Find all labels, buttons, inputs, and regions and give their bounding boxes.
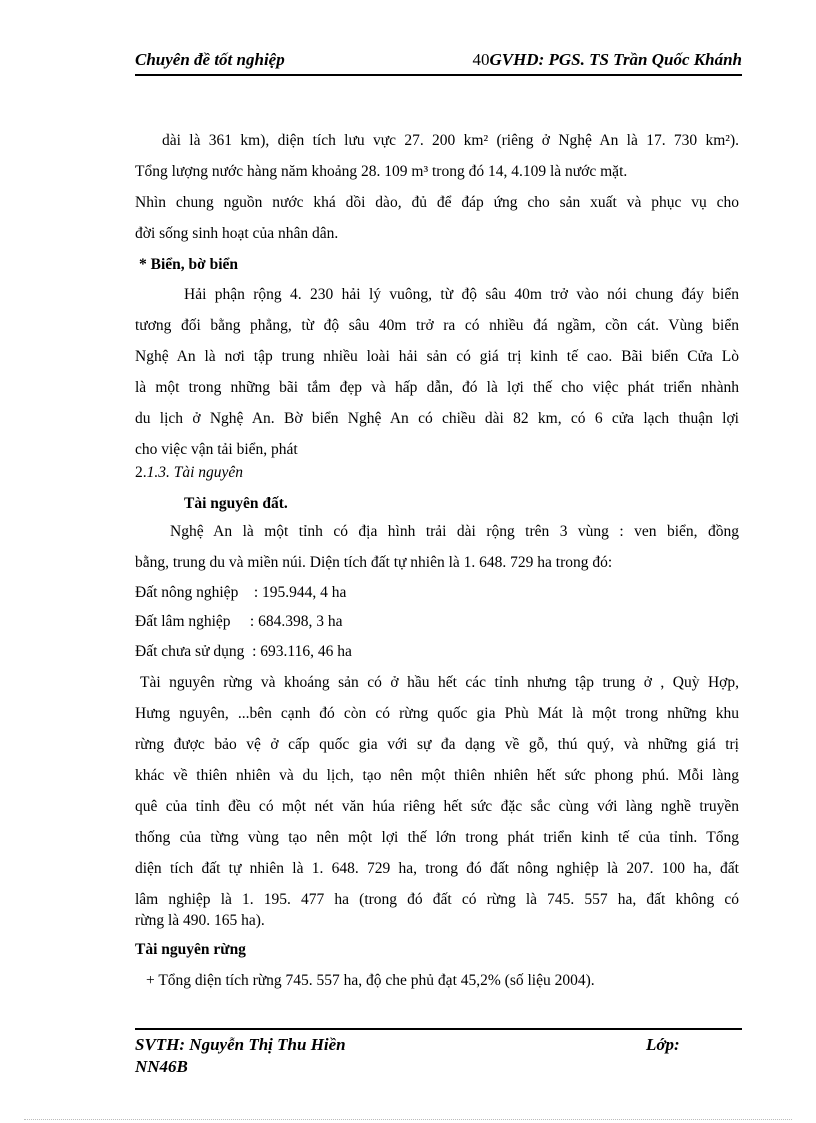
body-line: Tổng lượng nước hàng năm khoảng 28. 109 m³ trong đó 14, 4.109 là nước mặt. — [135, 163, 628, 180]
body-line: dài là 361 km), diện tích lưu vực 27. 200 km² (riêng ở Nghệ An là 17. 730 km²). — [162, 132, 739, 149]
body-line: Nghệ An là nơi tập trung nhiều loài hải sản có giá trị kinh tế cao. Bãi biển Cửa Lò — [135, 348, 739, 365]
page-footer — [135, 1034, 742, 1078]
body-line: + Tổng diện tích rừng 745. 557 ha, độ che phủ đạt 45,2% (số liệu 2004). — [146, 972, 595, 989]
section-number: 2. — [135, 464, 147, 481]
header-advisor — [472, 50, 742, 70]
land-stat-forestry: Đất lâm nghiệp : 684.398, 3 ha — [135, 613, 343, 630]
body-line: Hưng nguyên, ...bên cạnh đó còn có rừng quốc gia Phù Mát là một trong những khu — [135, 705, 739, 722]
body-line: Nhìn chung nguồn nước khá dồi dào, đủ để đáp ứng cho sản xuất và phục vụ cho — [135, 194, 739, 211]
footer-class: NN46B — [135, 1057, 188, 1076]
land-stat-unused: Đất chưa sử dụng : 693.116, 46 ha — [135, 643, 352, 660]
section-heading-tai-nguyen — [135, 463, 739, 483]
body-line: du lịch ở Nghệ An. Bờ biển Nghệ An có chiều dài 82 km, có 6 cửa lạch thuận lợi — [135, 410, 739, 427]
header-title: Chuyên đề tốt nghiệp — [135, 50, 285, 69]
body-line: tương đối bằng phẳng, từ độ sâu 40m trở ra có nhiều đá ngầm, cồn cát. Vùng biển — [135, 317, 739, 334]
body-line: bằng, trung du và miền núi. Diện tích đất tự nhiên là 1. 648. 729 ha trong đó: — [135, 554, 613, 571]
body-line: cho việc vận tải biển, phát — [135, 441, 298, 458]
subheading-tai-nguyen-dat: Tài nguyên đất. — [184, 495, 288, 512]
footer-divider — [135, 1028, 742, 1030]
body-line: rừng được bảo vệ ở cấp quốc gia với sự đa dạng về gỗ, thú quý, và những giá trị — [135, 736, 739, 753]
body-line: quê của tỉnh đều có một nét văn húa riêng hết sức đặc sắc cùng với làng nghề truyền — [135, 798, 739, 815]
body-line: thống của từng vùng tạo nên một lợi thế lớn trong phát triển kinh tế của tỉnh. Tổng — [135, 829, 739, 846]
section-title: 1.3. Tài nguyên — [146, 464, 244, 481]
body-line: rừng là 490. 165 ha). — [135, 912, 265, 929]
footer-student: SVTH: Nguyễn Thị Thu Hiền — [135, 1035, 346, 1054]
body-line: khác về thiên nhiên và du lịch, tạo nên một thiên nhiên hết sức phong phú. Mỗi làng — [135, 767, 739, 784]
page-bottom-edge — [24, 1119, 792, 1120]
body-line: là một trong những bãi tắm đẹp và hấp dẫn, đó là lợi thế cho việc phát triển nhành — [135, 379, 739, 396]
body-line: Hải phận rộng 4. 230 hải lý vuông, từ độ sâu 40m trở vào nói chung đáy biển — [184, 286, 739, 303]
land-stat-agriculture: Đất nông nghiệp : 195.944, 4 ha — [135, 584, 347, 601]
body-line: Tài nguyên rừng và khoáng sản có ở hầu hết các tỉnh nhưng tập trung ở , Quỳ Hợp, — [140, 674, 739, 691]
footer-class-label: Lớp: — [646, 1035, 680, 1054]
section-heading-bien: * Biển, bờ biển — [139, 256, 239, 273]
page-header — [135, 50, 742, 76]
header-advisor-name: GVHD: PGS. TS Trần Quốc Khánh — [489, 50, 742, 69]
body-line: đời sống sinh hoạt của nhân dân. — [135, 225, 339, 242]
body-line: diện tích đất tự nhiên là 1. 648. 729 ha, trong đó đất nông nghiệp là 207. 100 ha, đất — [135, 860, 739, 877]
body-line: Nghệ An là một tỉnh có địa hình trải dài rộng trên 3 vùng : ven biển, đồng — [170, 523, 739, 540]
body-line: lâm nghiệp là 1. 195. 477 ha (trong đó đất có rừng là 745. 557 ha, đất không có — [135, 891, 739, 908]
page-number: 40 — [472, 50, 490, 69]
subheading-tai-nguyen-rung: Tài nguyên rừng — [135, 941, 246, 958]
